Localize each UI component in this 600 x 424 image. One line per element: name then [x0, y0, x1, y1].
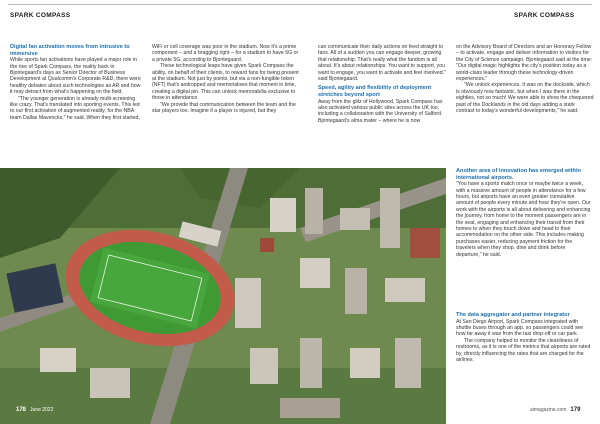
header-rule-left [8, 4, 300, 5]
column-4-aggregator-paragraph-2: The company helped to monitor the cleanliness of restrooms, as it is one of the metrics that airports are rated by, directly influencing the rates that are charged for the airlines. [456, 337, 591, 364]
heading-airports-innovation: Another area of innovation has emerged within international airports. [456, 168, 581, 181]
section-title-left: SPARK COMPASS [10, 12, 71, 19]
column-2-paragraph-2: These technological leaps have given Spark Compass the ability, on behalf of their clients, to reward fans for being present at the stadium. Not just by points, but via a non-fungible token (NFT) that's airdropped and memorialises that moment in time, creating a digital pin. This can unlock memorabilia exclusive to those in attendance. [152, 63, 299, 102]
footer-right [530, 407, 580, 413]
heading-data-aggregator: The data aggregator and partner integrator [456, 312, 570, 318]
column-4-airports [456, 168, 592, 258]
page-number-right: 179 [570, 407, 581, 413]
column-4-paragraph-2: "We unlock experiences. It was on the dockside, which is obviously now fantastic, but when I was there in the eighties, not so much! We were able to show the chequered past of the Docklands in the old days adding a stark contrast to today's wonderful developments," he said. [456, 82, 594, 115]
footer-left [16, 407, 53, 413]
heading-digital-fan-activation: Digital fan activation moves from intrusive to immersive [10, 44, 130, 57]
column-3-paragraph-1: can communicate their daily actions on feed straight to fans. All of a sudden you can engage deeper, growing that relationship. That's really what the fandom is all about. It's about relationships. You want to support, you want to engage, you want to activate and feel involved," said Bjontegaard. [318, 44, 446, 83]
column-4-paragraph-1: on the Advisory Board of Directors and an Honorary Fellow – to activate, engage and deliver information to visitors for the City of Science campaign, Bjontegaard said at the time: "Our digital magic highlights the city's position today as a world-class leader through these technology-driven experiences." [456, 44, 593, 83]
column-2-paragraph-1: WiFi or cell coverage was poor in the stadium. Now it's a prime component – and a bragging right – for a stadium to have 5G or a private 5G, according to Bjontegaard. [152, 44, 299, 63]
column-4-airports-paragraph: "You have a sports match once or maybe twice a week, with a massive amount of people in attendance for a few hours, but airports have an even greater cumulative amount of people every minute and hour they're open. Our work with the airports is all about delivering and enhancing the journey, from home to the moment passengers are in the seat, engaging and enhancing their transit from their homes to when they touch down and head to their accommodation on the other side. This includes making purchases easier, reducing payment friction for the travelers when they shop, dine and drink before departure," he said. [456, 181, 591, 258]
column-1 [10, 44, 142, 121]
aerial-stadium-photo [0, 168, 446, 424]
column-4 [456, 44, 594, 114]
column-4-aggregator-paragraph-1: At San Diego Airport, Spark Compass integrated with shuttle buses through an app, so passengers could see how far away it was from the taxi drop-off or car park. [456, 318, 584, 338]
column-3 [318, 44, 446, 124]
column-3-paragraph-2: Away from the glitz of Hollywood, Spark Compass has also activated various public sites across the UK too, including a collaboration with the University of Salford. Bjontegaard's alma mater – where he is now [318, 98, 443, 124]
section-title-right: SPARK COMPASS [514, 12, 575, 19]
heading-speed-agility: Speed, agility and flexibility of deployment stretches beyond sport [318, 85, 432, 99]
page-number-left: 178 [16, 407, 27, 413]
header-rule-right [300, 4, 592, 5]
column-1-paragraph-1: While sports fan activations have played a major role in the rise of Spark Compass, the reality back in Bjontegaard's days as Senior Director of Business Development at Qualcomm's Corporate R&D, there were healthy debates about such technologies as AR and how it may detract from what's happening on the field. [10, 57, 141, 96]
column-1-paragraph-2: "The younger generation is already multi-screening like crazy. That's translated into sporting events. This led to our first activation of augmented reality, for the NBA team Dallas Mavericks," he said. When they first started, [10, 95, 140, 121]
site-url: aimagazine.com [530, 407, 567, 413]
issue-date: June 2022 [30, 407, 54, 413]
column-2 [152, 44, 300, 114]
page-header [0, 0, 600, 22]
column-2-paragraph-3: "We provide that communication between the team and the star players too. Imagine if a player is injured, but they [152, 101, 296, 115]
aerial-stadium-image [0, 168, 446, 424]
column-4-aggregator [456, 312, 592, 363]
